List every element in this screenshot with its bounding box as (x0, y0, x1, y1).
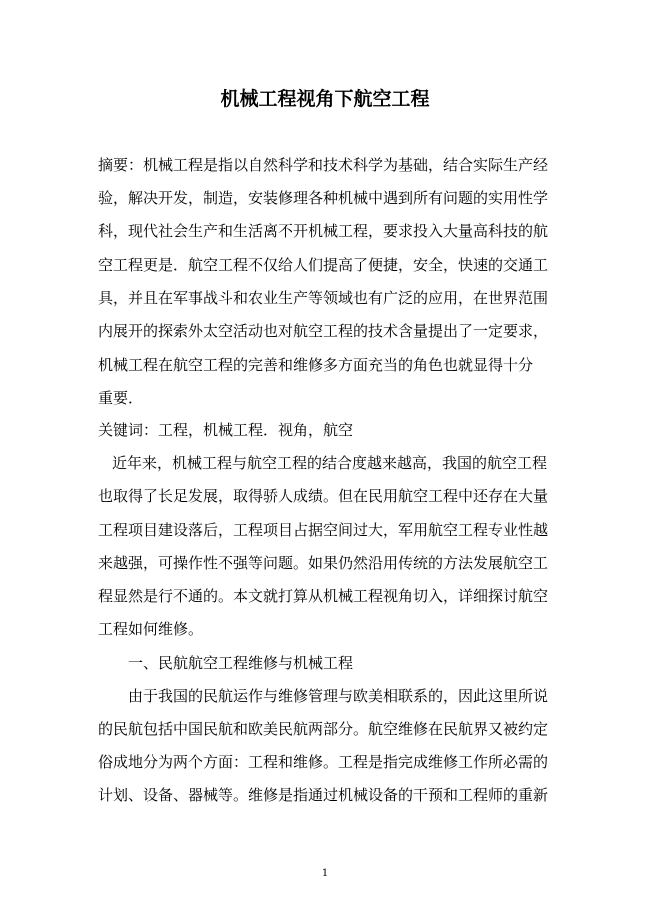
text-line: 具，并且在军事战斗和农业生产等领域也有广泛的应用，在世界范围 (98, 289, 549, 307)
text-line: 验，解决开发，制造，安装修理各种机械中遇到所有问题的实用性学 (98, 189, 549, 207)
document-title: 机械工程视角下航空工程 (220, 88, 430, 110)
text-line: 重要． (98, 389, 144, 407)
text-line: 来越强，可操作性不强等问题。如果仍然沿用传统的方法发展航空工 (98, 554, 549, 572)
page-number: 1 (321, 868, 329, 879)
text-line: 内展开的探索外太空活动也对航空工程的技术含量提出了一定要求， (98, 322, 549, 340)
text-line: 空工程更是．航空工程不仅给人们提高了便捷，安全，快速的交通工 (98, 256, 549, 274)
text-line: 由于我国的民航运作与维修管理与欧美相联系的，因此这里所说 (128, 687, 549, 705)
text-line: 程显然是行不通的。本文就打算从机械工程视角切入，详细探讨航空 (98, 587, 549, 605)
text-line: 俗成地分为两个方面：工程和维修。工程是指完成维修工作所必需的 (98, 753, 549, 771)
text-line: 计划、设备、器械等。维修是指通过机械设备的干预和工程师的重新 (98, 786, 549, 804)
text-line: 摘要：机械工程是指以自然科学和技术科学为基础，结合实际生产经 (98, 156, 549, 174)
text-line: 近年来，机械工程与航空工程的结合度越来越高，我国的航空工程 (112, 454, 548, 472)
section-heading: 一、民航航空工程维修与机械工程 (128, 654, 354, 672)
text-line: 工程如何维修。 (98, 620, 204, 638)
text-line: 机械工程在航空工程的完善和维修多方面充当的角色也就显得十分 (98, 356, 534, 374)
keywords-line: 关键词：工程，机械工程．视角，航空 (98, 421, 354, 439)
text-line: 也取得了长足发展，取得骄人成绩。但在民用航空工程中还存在大量 (98, 487, 549, 505)
text-line: 工程项目建设落后，工程项目占据空间过大，军用航空工程专业性越 (98, 521, 549, 539)
text-line: 的民航包括中国民航和欧美民航两部分。航空维修在民航界又被约定 (98, 720, 549, 738)
text-line: 科，现代社会生产和生活离不开机械工程，要求投入大量高科技的航 (98, 222, 549, 240)
